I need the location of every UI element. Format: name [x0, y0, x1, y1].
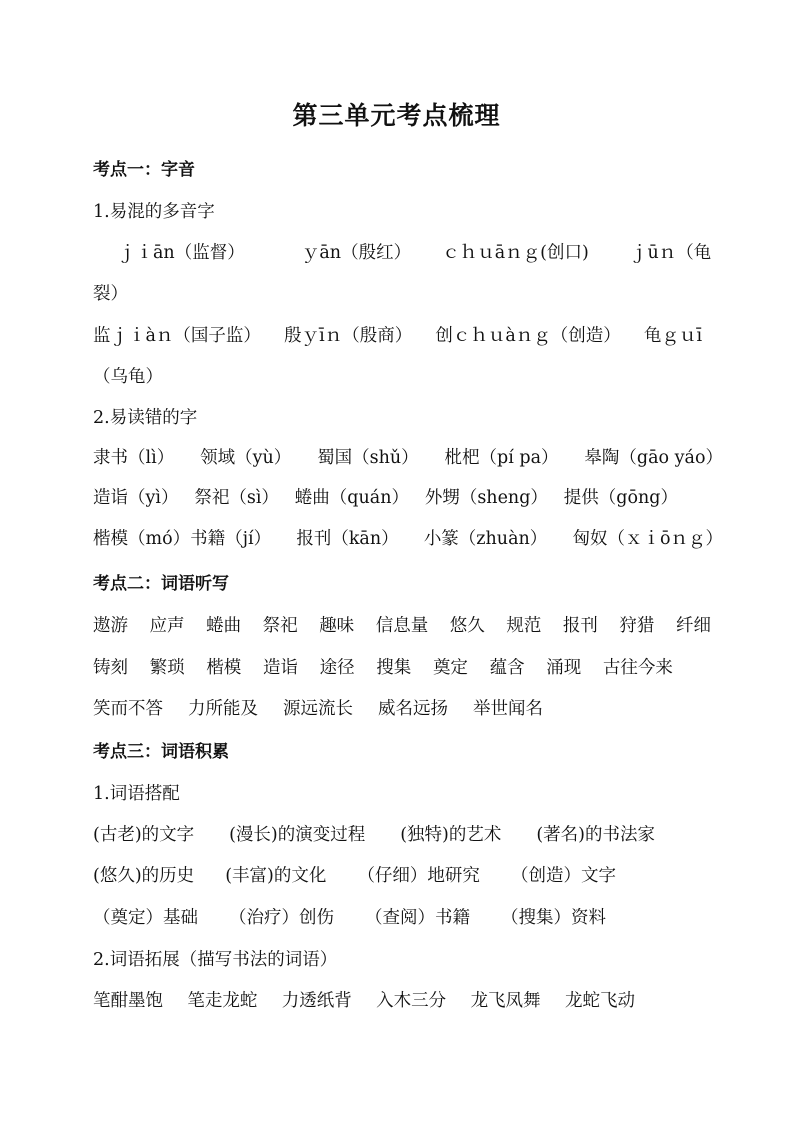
dictation-word: 搜集: [376, 658, 412, 678]
dictation-word: 楷模: [206, 658, 242, 678]
dictation-word: 报刊: [562, 616, 598, 636]
collocation-row-2: [93, 864, 616, 888]
section2-heading: 考点二：词语听写: [93, 574, 229, 594]
misread-item: 造诣（yì）: [93, 488, 179, 508]
polyphone-item: ｃｈｕāｎｇ(创口): [442, 243, 589, 263]
collocation-item: （奠定）基础: [93, 908, 198, 928]
dictation-word: 繁琐: [149, 658, 185, 678]
dictation-word: 力所能及: [188, 699, 258, 719]
collocation-item: (丰富)的文化: [225, 866, 327, 886]
misread-row-3: [93, 527, 723, 551]
dictation-word: 威名远扬: [378, 699, 448, 719]
polyphone-item: 监ｊｉàｎ（国子监）: [93, 326, 261, 346]
dictation-word: 笑而不答: [93, 699, 163, 719]
dictation-word: 悠久: [449, 616, 485, 636]
expansion-word: 入木三分: [376, 991, 447, 1011]
misread-row-2: [93, 486, 678, 510]
misread-item: 报刊（kān）: [296, 529, 399, 549]
expansion-word: 笔酣墨饱: [93, 991, 163, 1011]
dictation-word: 造诣: [262, 658, 298, 678]
dictation-word: 遨游: [93, 616, 128, 636]
expansion-row: [93, 989, 635, 1013]
dictation-word: 涌现: [546, 658, 582, 678]
dictation-word: 信息量: [375, 616, 429, 636]
dictation-word: 纤细: [675, 616, 711, 636]
misread-item: 小篆（zhuàn）: [423, 529, 548, 549]
dictation-word: 源远流长: [283, 699, 353, 719]
dictation-word: 途径: [319, 658, 355, 678]
dictation-word: 趣味: [319, 616, 355, 636]
section3-sub1: 1.词语搭配: [93, 784, 180, 804]
section1-heading: 考点一：字音: [93, 160, 195, 180]
collocation-row-1: [93, 823, 655, 847]
dictation-row-3: [93, 697, 543, 721]
dictation-row-2: [93, 656, 673, 680]
collocation-item: （查阅）书籍: [365, 908, 470, 928]
misread-item: 皋陶（gāo yáo）: [584, 448, 723, 468]
expansion-word: 龙蛇飞动: [564, 991, 635, 1011]
section1-sub2: 2.易读错的字: [93, 408, 198, 428]
collocation-item: (古老)的文字: [93, 825, 195, 845]
collocation-row-3: [93, 906, 606, 930]
page-title: 第三单元考点梳理: [292, 101, 501, 130]
collocation-item: （治疗）创伤: [229, 908, 334, 928]
collocation-item: （搜集）资料: [501, 908, 606, 928]
misread-item: 蜀国（shǔ）: [317, 448, 419, 468]
polyphone-item: 龟ｇｕī: [643, 326, 703, 346]
collocation-item: (著名)的书法家: [536, 825, 655, 845]
polyphone-row-1: [118, 241, 718, 265]
misread-item: 祭祀（sì）: [194, 488, 279, 508]
expansion-word: 龙飞凤舞: [470, 991, 541, 1011]
polyphone-row-2-wrap: （乌龟）: [93, 367, 163, 387]
misread-item: 领域（yù）: [200, 448, 292, 468]
dictation-word: 蕴含: [489, 658, 525, 678]
misread-item: 外甥（sheng）: [424, 488, 548, 508]
dictation-word: 古往今来: [602, 658, 673, 678]
section3-sub2: 2.词语拓展（描写书法的词语）: [93, 950, 338, 970]
misread-item: 蜷曲（quán）: [294, 488, 409, 508]
polyphone-row-2: [93, 324, 723, 348]
dictation-row-1: [93, 614, 711, 638]
polyphone-item: ｊｉān（监督）: [118, 243, 245, 263]
misread-item: 楷模（mó）书籍（jí）: [93, 529, 272, 549]
dictation-word: 狩猎: [619, 616, 655, 636]
collocation-item: (悠久)的历史: [93, 866, 195, 886]
dictation-word: 祭祀: [262, 616, 298, 636]
collocation-item: (独特)的艺术: [400, 825, 502, 845]
expansion-word: 力透纸背: [281, 991, 352, 1011]
dictation-word: 应声: [149, 616, 185, 636]
dictation-word: 举世闻名: [473, 699, 543, 719]
dictation-word: 铸刻: [93, 658, 128, 678]
misread-item: 隶书（lì）: [93, 448, 175, 468]
dictation-word: 规范: [506, 616, 542, 636]
polyphone-row-1-wrap: 裂）: [93, 284, 128, 304]
polyphone-item: 创ｃｈｕàｎｇ（创造）: [435, 326, 621, 346]
polyphone-item: ｊūｎ（龟: [630, 243, 712, 263]
misread-item: 匈奴（ｘｉōｎｇ）: [572, 529, 723, 549]
section3-heading: 考点三：词语积累: [93, 742, 229, 762]
misread-row-1: [93, 446, 723, 470]
polyphone-item: 殷ｙīｎ（殷商）: [284, 326, 413, 346]
collocation-item: （创造）文字: [511, 866, 616, 886]
collocation-item: （仔细）地研究: [357, 866, 480, 886]
section1-sub1: 1.易混的多音字: [93, 202, 215, 222]
dictation-word: 蜷曲: [206, 616, 242, 636]
misread-item: 枇杷（pí pa）: [444, 448, 559, 468]
dictation-word: 奠定: [432, 658, 468, 678]
misread-item: 提供（gōng）: [563, 488, 678, 508]
collocation-item: (漫长)的演变过程: [229, 825, 366, 845]
polyphone-item: ｙān（殷红）: [301, 243, 412, 263]
expansion-word: 笔走龙蛇: [187, 991, 258, 1011]
